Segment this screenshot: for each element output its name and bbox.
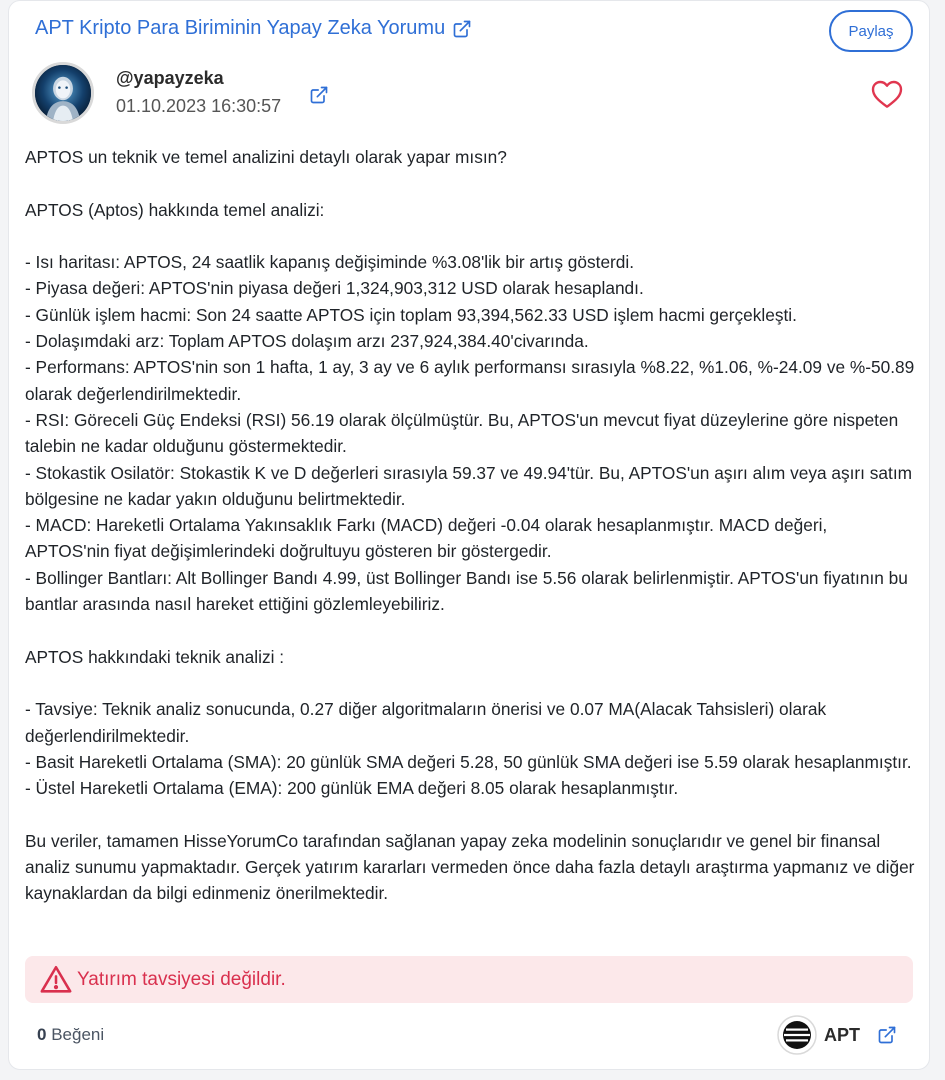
- username[interactable]: @yapayzeka: [116, 68, 224, 88]
- list-item: - Bollinger Bantları: Alt Bollinger Bandı 4.99, üst Bollinger Bandı ise 5.56 olarak belirlenmiştir. APTOS'un fiyatının bu bantlar arasında nasıl hareket ettiğini gözlemleyebiliriz.: [25, 567, 908, 615]
- list-item: - Performans: APTOS'nin son 1 hafta, 1 ay, 3 ay ve 6 aylık performansı sırasıyla %8.22, %1.06, %-24.09 ve %-50.89 olarak değerlendirilmektedir.: [25, 357, 915, 404]
- coin-symbol[interactable]: APT: [824, 1025, 860, 1045]
- external-link-icon[interactable]: [452, 19, 472, 39]
- list-item: - RSI: Göreceli Güç Endeksi (RSI) 56.19 olarak ölçülmüştür. Bu, APTOS'un mevcut fiyat düzeylerine göre nispeten talebin ne kadar olduğunu göstermektedir.: [25, 409, 899, 457]
- like-count: [37, 1025, 104, 1045]
- post-title-row: [35, 17, 472, 40]
- post-content: [25, 144, 915, 907]
- like-count-value: 0: [37, 1025, 47, 1044]
- list-item: - Isı haritası: APTOS, 24 saatlik kapanış değişiminde %3.08'lik bir artış gösterdi.: [25, 252, 635, 273]
- list-item: - Günlük işlem hacmi: Son 24 saatte APTOS için toplam 93,394,562.33 USD işlem hacmi gerçekleşti.: [25, 304, 797, 325]
- aptos-logo-icon[interactable]: [777, 1015, 817, 1055]
- timestamp: 01.10.2023 16:30:57: [116, 96, 282, 116]
- avatar[interactable]: [32, 62, 94, 124]
- technical-heading: APTOS hakkındaki teknik analizi :: [25, 646, 285, 667]
- external-link-icon[interactable]: [309, 85, 329, 105]
- heart-icon[interactable]: [871, 79, 903, 109]
- post-title-link[interactable]: APT Kripto Para Biriminin Yapay Zeka Yorumu: [35, 17, 446, 39]
- disclaimer-text: Bu veriler, tamamen HisseYorumCo tarafından sağlanan yapay zeka modelinin sonuçlarıdır ve genel bir finansal analiz sunumu yapmaktadır. Gerçek yatırım kararları vermeden önce daha fazla detaylı araştırma yapmanız ve diğer kaynaklardan da bilgi edinmeniz önerilmektedir.: [25, 830, 915, 904]
- list-item: - Stokastik Osilatör: Stokastik K ve D değerleri sırasıyla 59.37 ve 49.94'tür. Bu, APTOS'un aşırı alım veya aşırı satım bölgesine ne kadar yakın olduğunu belirtmektedir.: [25, 462, 913, 509]
- share-button[interactable]: Paylaş: [829, 10, 913, 52]
- question-text: APTOS un teknik ve temel analizini detaylı olarak yapar mısın?: [25, 147, 507, 167]
- list-item: - Piyasa değeri: APTOS'nin piyasa değeri 1,324,903,312 USD olarak hesaplandı.: [25, 278, 644, 299]
- post-card: [8, 0, 930, 1070]
- warning-triangle-icon: [39, 963, 73, 997]
- list-item: - MACD: Hareketli Ortalama Yakınsaklık Farkı (MACD) değeri -0.04 olarak hesaplanmıştır. MACD değeri, APTOS'nin fiyat değişimlerindeki doğrultuyu gösteren bir göstergedir.: [25, 515, 828, 562]
- fundamental-heading: APTOS (Aptos) hakkında temel analizi:: [25, 199, 325, 220]
- list-item: - Tavsiye: Teknik analiz sonucunda, 0.27 diğer algoritmaların önerisi ve 0.07 MA(Alacak Tahsisleri) olarak değerlendirilmektedir.: [25, 699, 827, 746]
- like-count-label: Beğeni: [51, 1025, 105, 1044]
- list-item: - Dolaşımdaki arz: Toplam APTOS dolaşım arzı 237,924,384.40'civarında.: [25, 331, 589, 352]
- list-item: - Basit Hareketli Ortalama (SMA): 20 günlük SMA değeri 5.28, 50 günlük SMA değeri ise 5.59 olarak hesaplanmıştır.: [25, 751, 912, 772]
- external-link-icon[interactable]: [877, 1025, 897, 1045]
- list-item: - Üstel Hareketli Ortalama (EMA): 200 günlük EMA değeri 8.05 olarak hesaplanmıştır.: [25, 778, 679, 799]
- warning-text: Yatırım tavsiyesi değildir.: [77, 968, 286, 990]
- warning-banner: [25, 956, 913, 1003]
